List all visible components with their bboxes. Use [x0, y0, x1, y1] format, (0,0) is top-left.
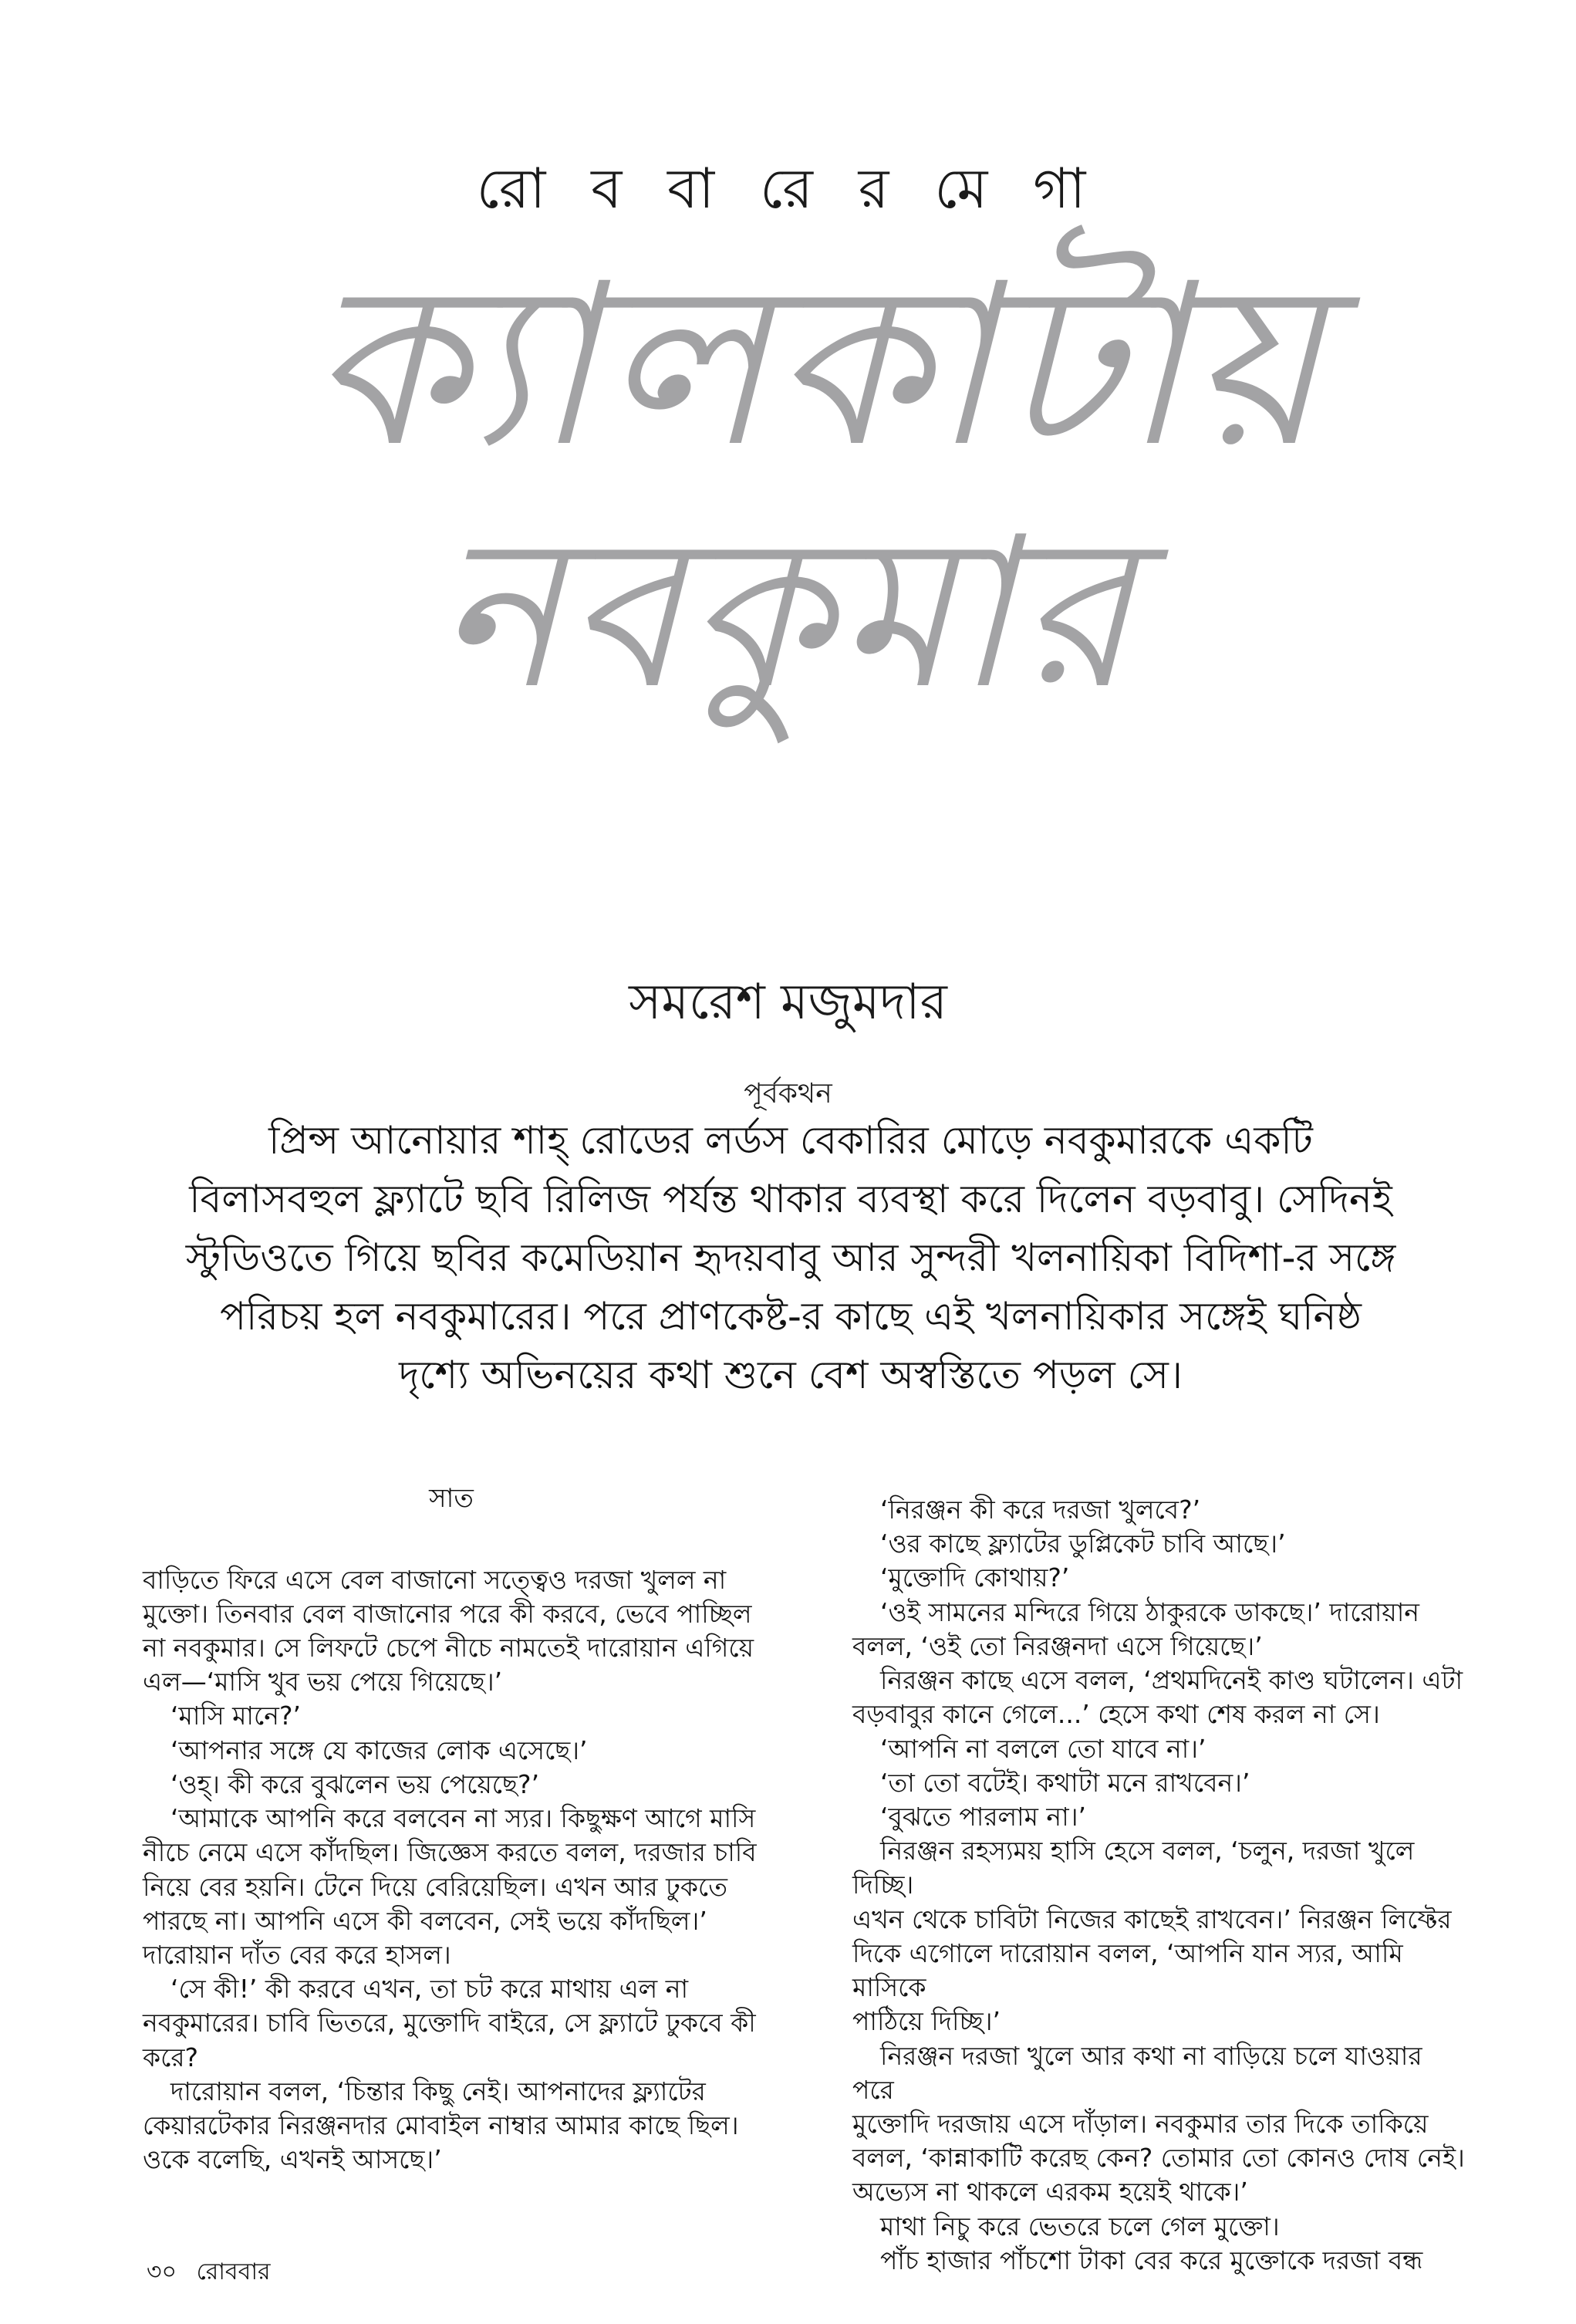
- body-line: বাড়িতে ফিরে এসে বেল বাজানো সত্ত্বেও দরজা খুলল না: [143, 1564, 727, 1595]
- body-line: ‘আপনার সঙ্গে যে কাজের লোক এসেছে।’: [170, 1735, 588, 1765]
- body-line: পাঁচ হাজার পাঁচশো টাকা বের করে মুক্তোকে দরজা বন্ধ: [880, 2245, 1423, 2275]
- body-line: বড়বাবুর কানে গেলে...’ হেসে কথা শেষ করল না সে।: [852, 1699, 1380, 1730]
- body-line: দারোয়ান বলল, ‘চিন্তার কিছু নেই। আপনাদের ফ্ল্যাটের: [170, 2076, 706, 2106]
- kicker-text: রো ব বা রে র মে গা: [476, 156, 1100, 221]
- body-line: ‘নিরঞ্জন কী করে দরজা খুলবে?’: [880, 1495, 1201, 1525]
- body-line: পাঠিয়ে দিচ্ছি।’: [852, 2006, 1001, 2037]
- synopsis-line: স্টুডিওতে গিয়ে ছবির কমেডিয়ান হৃদয়বাবু আর সুন্দরী খলনায়িকা বিদিশা-র সঙ্গে: [185, 1235, 1396, 1280]
- body-line: দারোয়ান দাঁত বের করে হাসল।: [143, 1939, 451, 1970]
- body-line: দিকে এগোলে দারোয়ান বলল, ‘আপনি যান স্যর, আমি মাসিকে: [852, 1937, 1403, 2003]
- body-line: ‘বুঝতে পারলাম না।’: [880, 1801, 1086, 1832]
- body-line: ‘মাসি মানে?’: [170, 1701, 301, 1731]
- body-line: ‘আপনি না বললে তো যাবে না।’: [880, 1733, 1206, 1764]
- author-name: সমরেশ মজুমদার: [629, 974, 947, 1031]
- body-line: মাথা নিচু করে ভেতরে চলে গেল মুক্তো।: [880, 2211, 1280, 2241]
- body-line: ‘ওর কাছে ফ্ল্যাটের ডুপ্লিকেট চাবি আছে।’: [880, 1529, 1286, 1559]
- body-line: ‘ওহ্। কী করে বুঝলেন ভয় পেয়েছে?’: [170, 1768, 540, 1799]
- body-line: নিয়ে বের হয়নি। টেনে দিয়ে বেরিয়েছিল। এখন আর ঢুকতে: [143, 1871, 727, 1902]
- story-title: [278, 236, 1358, 735]
- body-line: ‘ওই সামনের মন্দিরে গিয়ে ঠাকুরকে ডাকছে।’ দারোয়ান: [880, 1596, 1419, 1627]
- title-line-1: ক্যালকাটায়: [309, 236, 1326, 496]
- body-line: এখন থেকে চাবিটা নিজের কাছেই রাখবেন।’ নিরঞ্জন লিফ্টের: [852, 1903, 1452, 1934]
- synopsis: [177, 1111, 1404, 1404]
- body-line: এল—‘মাসি খুব ভয় পেয়ে গিয়েছে।’: [143, 1667, 503, 1697]
- body-line: ‘তা তো বটেই। কথাটা মনে রাখবেন।’: [880, 1767, 1250, 1798]
- body-line: নীচে নেমে এসে কাঁদছিল। জিজ্ঞেস করতে বলল, দরজার চাবি: [143, 1837, 757, 1868]
- body-line: করে?: [143, 2042, 199, 2072]
- body-line: নিরঞ্জন কাছে এসে বলল, ‘প্রথমদিনেই কাণ্ড ঘটালেন। এটা: [880, 1665, 1463, 1696]
- body-line: না নবকুমার। সে লিফটে চেপে নীচে নামতেই দারোয়ান এগিয়ে: [143, 1632, 754, 1663]
- synopsis-label: পূর্বকথন: [744, 1078, 832, 1110]
- body-line: পারছে না। আপনি এসে কী বলবেন, সেই ভয়ে কাঁদছিল।’: [143, 1905, 707, 1936]
- body-line: ‘আমাকে আপনি করে বলবেন না স্যর। কিছুক্ষণ আগে মাসি: [170, 1803, 756, 1834]
- magazine-name: রোববার: [196, 2258, 271, 2285]
- body-line: নিরঞ্জন দরজা খুলে আর কথা না বাড়িয়ে চলে যাওয়ার পরে: [852, 2040, 1422, 2105]
- page-number: ৩০: [147, 2258, 177, 2285]
- right-column: [852, 1493, 1466, 2278]
- synopsis-line: পরিচয় হল নবকুমারের। পরে প্রাণকেষ্ট-র কাছে এই খলনায়িকার সঙ্গেই ঘনিষ্ঠ: [220, 1294, 1362, 1339]
- body-line: ‘সে কী!’ কী করবে এখন, তা চট করে মাথায় এল না: [170, 1974, 689, 2005]
- synopsis-line: দৃশ্যে অভিনয়ের কথা শুনে বেশ অস্বস্তিতে পড়ল সে।: [399, 1353, 1183, 1397]
- body-line: ওকে বলেছি, এখনই আসছে।’: [143, 2144, 442, 2175]
- page-footer: [147, 2253, 283, 2292]
- body-line: বলল, ‘কান্নাকাটি করেছ কেন? তোমার তো কোনও দোষ নেই।: [852, 2143, 1465, 2174]
- body-line: ‘মুক্তোদি কোথায়?’: [880, 1562, 1070, 1593]
- body-line: নিরঞ্জন রহস্যময় হাসি হেসে বলল, ‘চলুন, দরজা খুলে দিচ্ছি।: [852, 1836, 1415, 1900]
- left-column: [143, 1481, 760, 2177]
- synopsis-line: বিলাসবহুল ফ্ল্যাটে ছবি রিলিজ পর্যন্ত থাকার ব্যবস্থা করে দিলেন বড়বাবু। সেদিনই: [189, 1177, 1392, 1221]
- title-line-2: নবকুমার: [437, 491, 1137, 735]
- synopsis-line: প্রিন্স আনোয়ার শাহ্ রোডের লর্ডস বেকারির মোড়ে নবকুমারকে একটি: [268, 1118, 1313, 1163]
- body-line: কেয়ারটেকার নিরঞ্জনদার মোবাইল নাম্বার আমার কাছে ছিল।: [143, 2110, 739, 2141]
- body-line: নবকুমারের। চাবি ভিতরে, মুক্তোদি বাইরে, সে ফ্ল্যাটে ঢুকবে কী: [143, 2008, 756, 2039]
- body-line: অভ্যেস না থাকলে এরকম হয়েই থাকে।’: [852, 2177, 1248, 2207]
- chapter-number: সাত: [429, 1483, 474, 1514]
- body-line: বলল, ‘ওই তো নিরঞ্জনদা এসে গিয়েছে।’: [852, 1630, 1263, 1661]
- body-line: মুক্তোদি দরজায় এসে দাঁড়াল। নবকুমার তার দিকে তাকিয়ে: [852, 2108, 1429, 2139]
- body-line: মুক্তো। তিনবার বেল বাজানোর পরে কী করবে, ভেবে পাচ্ছিল: [143, 1598, 752, 1629]
